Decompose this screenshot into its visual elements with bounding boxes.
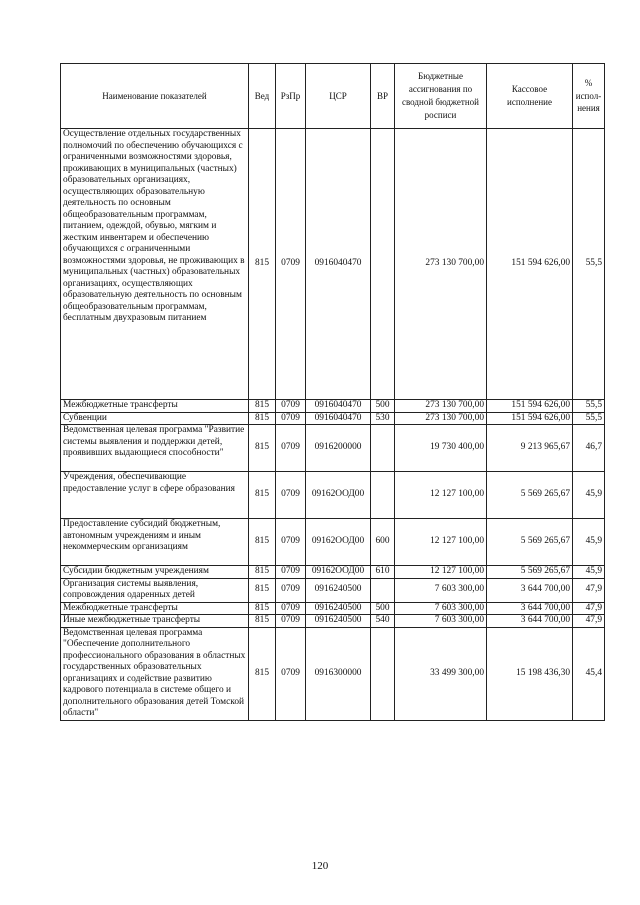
row-ved: 815	[249, 615, 276, 628]
row-vr: 530	[371, 412, 395, 425]
row-rzpr: 0709	[276, 425, 306, 472]
row-rzpr: 0709	[276, 519, 306, 566]
row-budget: 7 603 300,00	[395, 578, 487, 602]
row-rzpr: 0709	[276, 400, 306, 413]
row-percent: 55,5	[573, 412, 605, 425]
table-row	[61, 519, 605, 566]
row-percent: 55,5	[573, 400, 605, 413]
row-vr	[371, 129, 395, 400]
table-row	[61, 566, 605, 579]
row-vr	[371, 578, 395, 602]
table-row	[61, 615, 605, 628]
row-ved: 815	[249, 400, 276, 413]
header-ved: Вед	[249, 64, 276, 129]
row-percent: 45,9	[573, 566, 605, 579]
table-row	[61, 412, 605, 425]
row-csr: 0916040470	[306, 129, 371, 400]
row-cash: 3 644 700,00	[487, 615, 573, 628]
row-rzpr: 0709	[276, 129, 306, 400]
row-cash: 15 198 436,30	[487, 627, 573, 720]
row-name: Межбюджетные трансферты	[61, 400, 249, 413]
header-row	[61, 64, 605, 129]
row-cash: 151 594 626,00	[487, 412, 573, 425]
row-budget: 19 730 400,00	[395, 425, 487, 472]
row-cash: 3 644 700,00	[487, 602, 573, 615]
table-row	[61, 400, 605, 413]
row-budget: 273 130 700,00	[395, 400, 487, 413]
row-name: Организация системы выявления, сопровождения одаренных детей	[61, 578, 249, 602]
header-rzpr: РзПр	[276, 64, 306, 129]
row-ved: 815	[249, 472, 276, 519]
row-cash: 5 569 265,67	[487, 519, 573, 566]
row-budget: 12 127 100,00	[395, 472, 487, 519]
row-cash: 151 594 626,00	[487, 129, 573, 400]
row-cash: 3 644 700,00	[487, 578, 573, 602]
header-vr: ВР	[371, 64, 395, 129]
row-csr: 0916040470	[306, 400, 371, 413]
row-csr: 09162ООД00	[306, 472, 371, 519]
header-cash: Кассовое исполнение	[487, 64, 573, 129]
row-budget: 273 130 700,00	[395, 412, 487, 425]
table-row	[61, 602, 605, 615]
row-name: Предоставление субсидий бюджетным, автономным учреждениям и иным некоммерческим организациям	[61, 519, 249, 566]
table-row	[61, 578, 605, 602]
row-rzpr: 0709	[276, 602, 306, 615]
row-name: Межбюджетные трансферты	[61, 602, 249, 615]
row-cash: 9 213 965,67	[487, 425, 573, 472]
row-cash: 5 569 265,67	[487, 566, 573, 579]
row-cash: 5 569 265,67	[487, 472, 573, 519]
row-csr: 0916300000	[306, 627, 371, 720]
row-rzpr: 0709	[276, 472, 306, 519]
table-row	[61, 129, 605, 400]
row-csr: 09162ООД00	[306, 566, 371, 579]
row-rzpr: 0709	[276, 412, 306, 425]
row-csr: 0916240500	[306, 602, 371, 615]
row-percent: 47,9	[573, 615, 605, 628]
row-csr: 0916240500	[306, 615, 371, 628]
row-csr: 0916200000	[306, 425, 371, 472]
row-ved: 815	[249, 519, 276, 566]
row-percent: 45,4	[573, 627, 605, 720]
row-name: Ведомственная целевая программа "Обеспечение дополнительного профессионального образования в областных государственных образовательных организациях и содействие развитию кадрового потенциала в системе общего и дополнительного образования детей Томской области"	[61, 627, 249, 720]
row-ved: 815	[249, 627, 276, 720]
row-vr	[371, 627, 395, 720]
header-budget: Бюджетные ассигнования по сводной бюджетной росписи	[395, 64, 487, 129]
row-name: Субвенции	[61, 412, 249, 425]
row-cash: 151 594 626,00	[487, 400, 573, 413]
row-rzpr: 0709	[276, 566, 306, 579]
row-ved: 815	[249, 129, 276, 400]
row-rzpr: 0709	[276, 578, 306, 602]
row-csr: 0916040470	[306, 412, 371, 425]
table-row	[61, 472, 605, 519]
row-name: Учреждения, обеспечивающие предоставление услуг в сфере образования	[61, 472, 249, 519]
row-ved: 815	[249, 425, 276, 472]
row-percent: 46,7	[573, 425, 605, 472]
page-number: 120	[311, 860, 329, 872]
row-vr: 610	[371, 566, 395, 579]
row-budget: 12 127 100,00	[395, 519, 487, 566]
row-vr	[371, 425, 395, 472]
row-csr: 0916240500	[306, 578, 371, 602]
row-ved: 815	[249, 412, 276, 425]
row-vr	[371, 472, 395, 519]
row-percent: 45,9	[573, 472, 605, 519]
table-row	[61, 425, 605, 472]
row-name: Осуществление отдельных государственных полномочий по обеспечению обучающихся с ограниченными возможностями здоровья, проживающих в муниципальных (частных) образовательных организациях, осуществляющих образовательную деятельность по основным общеобразовательным программам, питанием, одеждой, обувью, мягким и жестким инвентарем и обеспечению обучающихся с ограниченными возможностями здоровья, не проживающих в муниципальных (частных) образовательных организациях, осуществляющих образовательную деятельность по основным общеобразовательным программам, бесплатным двухразовым питанием	[61, 129, 249, 400]
row-rzpr: 0709	[276, 627, 306, 720]
row-vr: 500	[371, 400, 395, 413]
row-budget: 12 127 100,00	[395, 566, 487, 579]
row-percent: 47,9	[573, 578, 605, 602]
header-name: Наименование показателей	[61, 64, 249, 129]
row-ved: 815	[249, 578, 276, 602]
row-budget: 7 603 300,00	[395, 602, 487, 615]
table-row	[61, 627, 605, 720]
header-percent: % испол-нения	[573, 64, 605, 129]
row-name: Ведомственная целевая программа "Развитие системы выявления и поддержки детей, проявивших выдающиеся способности"	[61, 425, 249, 472]
row-ved: 815	[249, 602, 276, 615]
budget-execution-table	[60, 63, 605, 721]
row-vr: 600	[371, 519, 395, 566]
row-name: Субсидии бюджетным учреждениям	[61, 566, 249, 579]
row-vr: 540	[371, 615, 395, 628]
header-csr: ЦСР	[306, 64, 371, 129]
row-percent: 47,9	[573, 602, 605, 615]
row-percent: 55,5	[573, 129, 605, 400]
row-budget: 7 603 300,00	[395, 615, 487, 628]
row-ved: 815	[249, 566, 276, 579]
row-budget: 33 499 300,00	[395, 627, 487, 720]
row-vr: 500	[371, 602, 395, 615]
row-percent: 45,9	[573, 519, 605, 566]
row-budget: 273 130 700,00	[395, 129, 487, 400]
row-csr: 09162ООД00	[306, 519, 371, 566]
row-name: Иные межбюджетные трансферты	[61, 615, 249, 628]
row-rzpr: 0709	[276, 615, 306, 628]
